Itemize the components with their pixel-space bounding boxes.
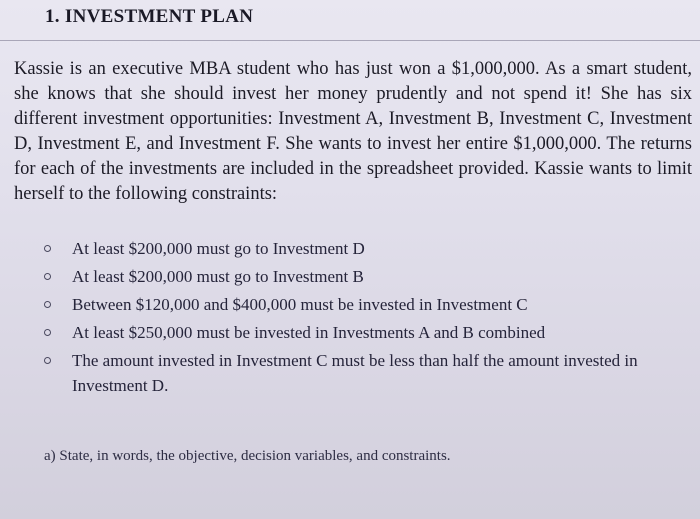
constraint-text: At least $250,000 must be invested in Investments A and B combined [72,323,546,342]
problem-paragraph: Kassie is an executive MBA student who has just won a $1,000,000. As a smart student, she knows that she should invest her money prudently and not spend it! She has six different investment opportunities: Investment A, Investment B, Investment C, Investment D, Investment E, and Investment F. She wants to invest her entire $1,000,000. The returns for each of the investments are included in the spreadsheet provided. Kassie wants to limit herself to the following constraints: [14,59,692,204]
heading-divider [0,40,700,41]
constraint-item [44,236,664,261]
constraint-text: At least $200,000 must go to Investment D [72,239,365,258]
constraint-item [44,320,664,345]
hollow-circle-bullet-icon [44,357,51,364]
hollow-circle-bullet-icon [44,273,51,280]
hollow-circle-bullet-icon [44,329,51,336]
constraint-item [44,348,664,398]
constraint-item [44,264,664,289]
problem-heading: 1. INVESTMENT PLAN [45,6,254,27]
hollow-circle-bullet-icon [44,301,51,308]
constraint-text: At least $200,000 must go to Investment B [72,267,364,286]
constraint-text: Between $120,000 and $400,000 must be invested in Investment C [72,295,528,314]
hollow-circle-bullet-icon [44,245,51,252]
constraint-list [44,236,664,401]
constraint-text: The amount invested in Investment C must be less than half the amount invested in Investment D. [72,351,638,395]
constraint-item [44,292,664,317]
question-a: a) State, in words, the objective, decision variables, and constraints. [44,448,451,464]
